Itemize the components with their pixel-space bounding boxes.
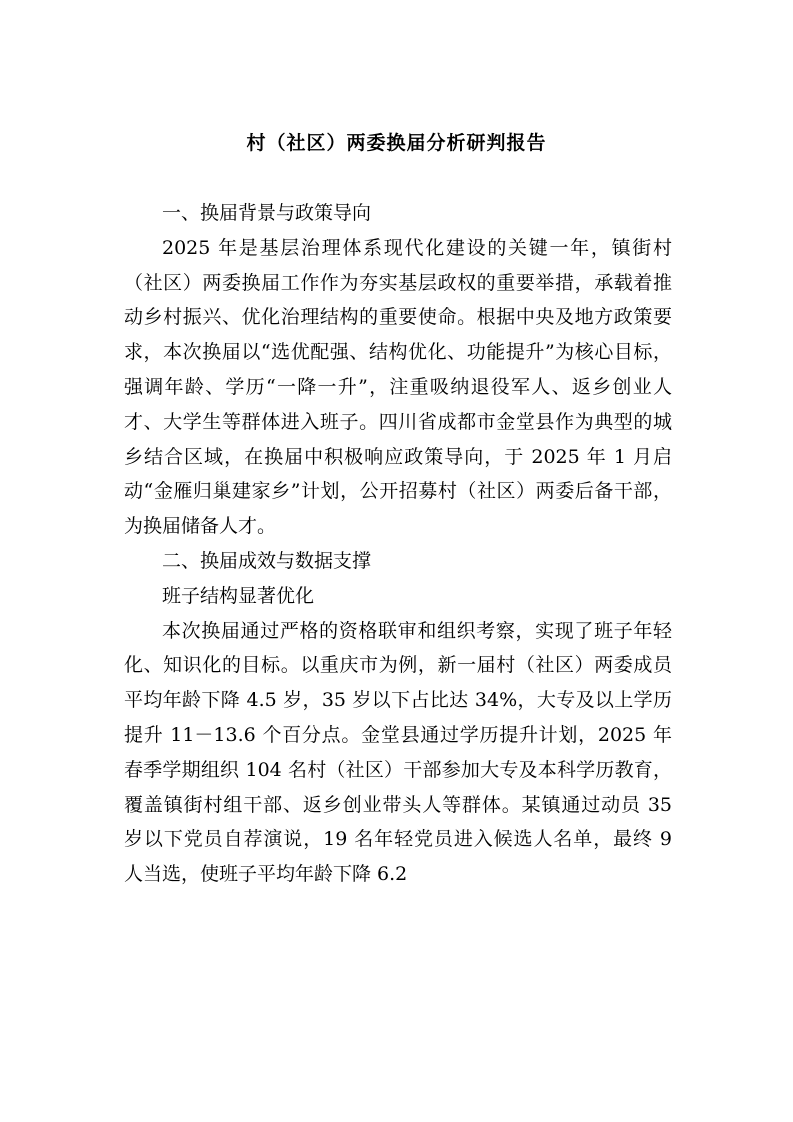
paragraph-background: 2025 年是基层治理体系现代化建设的关键一年，镇街村（社区）两委换届工作作为夯实基层政权的重要举措，承载着推动乡村振兴、优化治理结构的重要使命。根据中央及地方政策要求，本次换届以“选优配强、结构优化、功能提升”为核心目标，强调年龄、学历“一降一升”，注重吸纳退役军人、返乡创业人才、大学生等群体进入班子。四川省成都市金堂县作为典型的城乡结合区域，在换届中积极响应政策导向，于 2025 年 1 月启动“金雁归巢建家乡”计划，公开招募村（社区）两委后备干部，为换届储备人才。: [124, 236, 672, 538]
section-heading-results: 二、换届成效与数据支撑: [162, 549, 372, 572]
subheading-structure: 班子结构显著优化: [162, 584, 315, 607]
paragraph-structure: 本次换届通过严格的资格联审和组织考察，实现了班子年轻化、知识化的目标。以重庆市为例，新一届村（社区）两委成员平均年龄下降 4.5 岁，35 岁以下占比达 34%，大专及以上学历提升 11－13.6 个百分点。金堂县通过学历提升计划，2025 年春季学期组织 104 名村（社区）干部参加大专及本科学历教育，覆盖镇街村组干部、返乡创业带头人等群体。某镇通过动员 35 岁以下党员自荐演说，19 名年轻党员进入候选人名单，最终 9 人当选，使班子平均年龄下降 6.2: [124, 619, 672, 886]
document-body: [124, 196, 672, 892]
section-heading-background: 一、换届背景与政策导向: [162, 202, 372, 224]
page-title: 村（社区）两委换届分析研判报告: [246, 132, 547, 154]
